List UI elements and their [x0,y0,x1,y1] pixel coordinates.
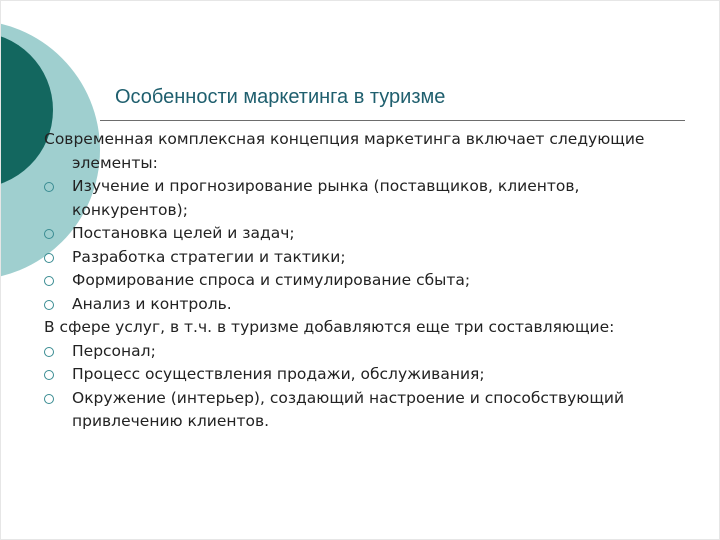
list-item-text: Анализ и контроль. [72,294,232,313]
intro-paragraph: Современная комплексная концепция маркетинга включает следующие элементы: [44,130,645,172]
list-item [44,246,664,270]
list-item-text: Окружение (интерьер), создающий настроение и способствующий привлечению клиентов. [72,388,625,430]
list-item [44,387,664,434]
bullet-icon [44,182,54,192]
list-item-text: Формирование спроса и стимулирование сбыта; [72,271,471,289]
list-item-text: Постановка целей и задач; [72,224,295,242]
list-item [44,363,664,387]
marketing-elements-list [44,175,664,316]
bullet-icon [44,370,54,380]
slide-content [44,128,664,434]
list-item-text: Персонал; [72,341,156,360]
services-paragraph: В сфере услуг, в т.ч. в туризме добавляются еще три составляющие: [44,318,615,336]
title-divider [100,120,685,121]
bullet-icon [44,394,54,404]
bullet-icon [44,253,54,263]
list-item [44,222,664,246]
list-item [44,340,664,364]
services-elements-list [44,340,664,434]
list-item [44,293,664,317]
bullet-icon [44,229,54,239]
list-item-text: Процесс осуществления продажи, обслуживания; [72,365,485,383]
list-item [44,175,664,222]
list-item-text: Изучение и прогнозирование рынка (поставщиков, клиентов, конкурентов); [72,177,580,219]
bullet-icon [44,347,54,357]
slide-title: Особенности маркетинга в туризме [115,86,446,108]
list-item [44,269,664,293]
bullet-icon [44,276,54,286]
bullet-icon [44,300,54,310]
list-item-text: Разработка стратегии и тактики; [72,247,346,266]
